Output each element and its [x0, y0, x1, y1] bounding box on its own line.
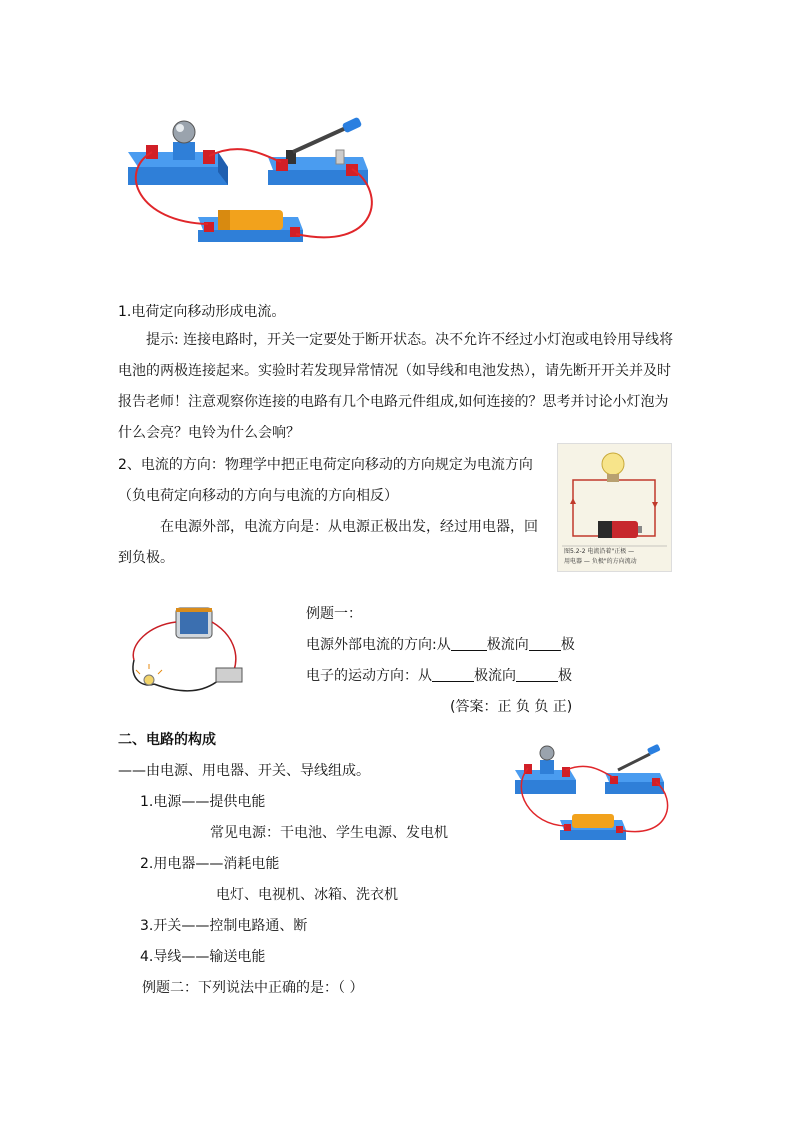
circuit-photo-bottom: [510, 740, 678, 852]
point-1: 1.电荷定向移动形成电流。: [118, 304, 286, 320]
tip-line-2: 电池的两极连接起来。实验时若发现异常情况（如导线和电池发热），请先断开开关并及时: [118, 363, 671, 379]
component-appliance: 2.用电器——消耗电能: [140, 856, 280, 872]
appliance-examples: 电灯、电视机、冰箱、洗衣机: [216, 887, 398, 903]
photo-caption-2: 用电器 — 负极"的方向流动: [564, 558, 637, 565]
photo-caption-1: 图5.2-2 电流沿着"正极 —: [564, 548, 635, 555]
current-direction-line1: 2、电流的方向：物理学中把正电荷定向移动的方向规定为电流方向: [118, 457, 533, 473]
section2-intro: ——由电源、用电器、开关、导线组成。: [118, 763, 370, 779]
component-power-source: 1.电源——提供电能: [140, 794, 266, 810]
tip-line-4: 什么会亮？电铃为什么会响？: [118, 425, 300, 441]
example1-answer: (答案：正 负 负 正): [450, 699, 573, 715]
q2-blank-1[interactable]: [432, 667, 474, 682]
component-wire: 4.导线——输送电能: [140, 949, 266, 965]
q1-blank-2[interactable]: [529, 636, 561, 651]
current-direction-photo: [557, 443, 672, 572]
common-power-sources: 常见电源：干电池、学生电源、发电机: [210, 825, 448, 841]
example1-q2: [306, 666, 572, 686]
example1-q1: [306, 635, 575, 655]
example2-question: 例题二：下列说法中正确的是：（ ）: [142, 980, 364, 996]
example1-title: 例题一：: [306, 606, 362, 622]
current-direction-line4: 到负极。: [118, 550, 174, 566]
current-direction-line2: （负电荷定向移动的方向与电流的方向相反）: [118, 488, 398, 504]
q1-blank-1[interactable]: [451, 636, 487, 651]
q1-text-c: 极: [560, 637, 575, 653]
q1-text-a: 电源外部电流的方向:从: [306, 637, 451, 653]
example-circuit-photo: [124, 600, 252, 695]
tip-line-1: 提示: 连接电路时，开关一定要处于断开状态。决不允许不经过小灯泡或电铃用导线将: [146, 332, 674, 348]
component-switch: 3.开关——控制电路通、断: [140, 918, 308, 934]
q2-blank-2[interactable]: [516, 667, 558, 682]
q2-text-b: 极流向: [474, 668, 516, 684]
section2-heading: 二、电路的构成: [118, 732, 216, 748]
q1-text-b: 极流向: [486, 637, 529, 653]
tip-line-3: 报告老师！注意观察你连接的电路有几个电路元件组成,如何连接的？思考并讨论小灯泡为: [118, 394, 669, 410]
q2-text-c: 极: [558, 668, 572, 684]
q2-text-a: 电子的运动方向：从: [306, 668, 432, 684]
current-direction-line3: 在电源外部，电流方向是：从电源正极出发，经过用电器，回: [160, 519, 538, 535]
circuit-photo-top: [118, 112, 388, 252]
